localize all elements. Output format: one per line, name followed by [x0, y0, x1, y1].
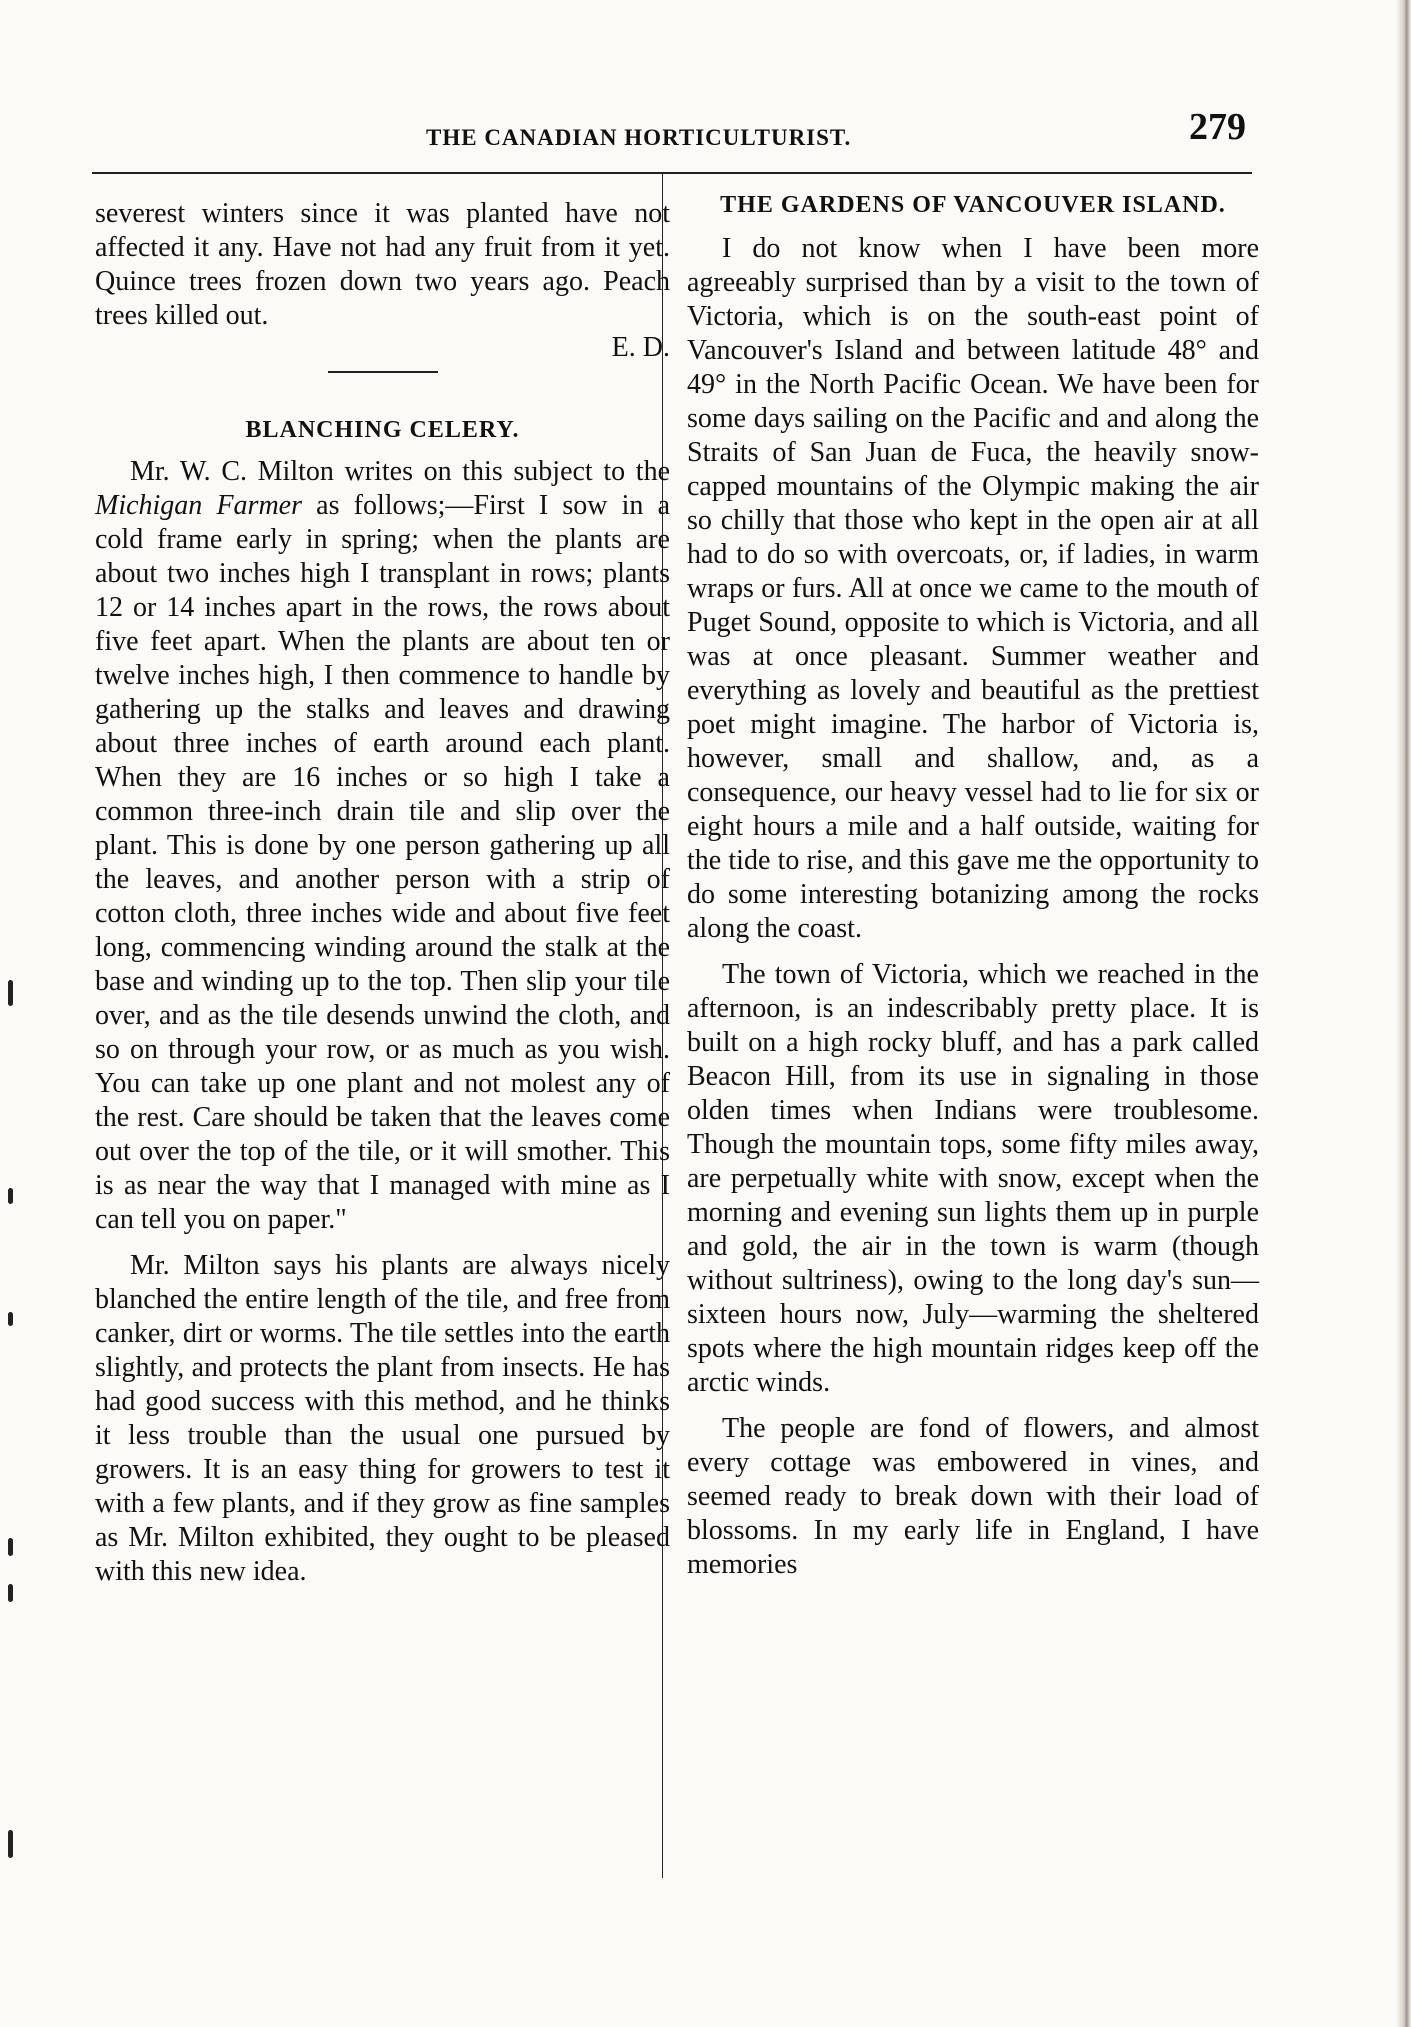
section-rule: [328, 371, 438, 373]
left-column: [95, 197, 670, 1589]
left-intro-text: severest winters since it was planted have not affected it any. Have not had any fruit from it yet. Quince trees frozen down two years ago. Peach trees killed out.: [95, 198, 670, 331]
running-title: THE CANADIAN HORTICULTURIST.: [426, 125, 852, 150]
vancouver-paragraph-1: I do not know when I have been more agreeably surprised than by a visit to the town of Victoria, which is on the south-east point of Vancouver's Island and between latitude 48° and 49° in the North Pacific Ocean. We have been for some days sailing on the Pacific and and along the Straits of San Juan de Fuca, the heavily snow-capped mountains of the Olympic making the air so chilly that those who kept in the open air at all had to do so with overcoats, or, if ladies, in warm wraps or furs. All at once we came to the mouth of Puget Sound, opposite to which is Victoria, and all was at once pleasant. Summer weather and everything as lovely and beautiful as the prettiest poet might imagine. The harbor of Victoria is, however, small and shallow, and, as a consequence, our heavy vessel had to lie for six or eight hours a mile and a half outside, waiting for the tide to rise, and this gave me the opportunity to do some interesting botanizing among the rocks along the coast.: [687, 233, 1259, 944]
header-rule: [92, 172, 1252, 174]
vancouver-paragraph-3: The people are fond of flowers, and almost every cottage was embowered in vines, and seemed ready to break down with their load of blossoms. In my early life in England, I have memories: [687, 1413, 1259, 1580]
blanching-paragraph-1-rest: as follows;—First I sow in a cold frame early in spring; when the plants are about two inches high I transplant in rows; plants 12 or 14 inches apart in the rows, the rows about five feet apart. When the plants are about ten or twelve inches high, I then commence to handle by gathering up the stalks and leaves and drawing about three inches of earth around each plant. When they are 16 inches or so high I take a common three-inch drain tile and slip over the plant. This is done by one person gathering up all the leaves, and another person with a strip of cotton cloth, three inches wide and about five feet long, commencing winding around the stalk at the base and winding up to the top. Then slip your tile over, and as the tile desends unwind the cloth, and so on through your row, or as much as you wish. You can take up one plant and not molest any of the rest. Care should be taken that the leaves come out over the top of the tile, or it will smother. This is as near the way that I managed with mine as I can tell you on paper.": [95, 490, 671, 1235]
right-column: [687, 190, 1259, 1582]
running-header: [96, 105, 1246, 165]
page-binding-edge: [1397, 0, 1411, 2027]
left-signature: E. D.: [611, 332, 670, 363]
blanching-paragraph-2: Mr. Milton says his plants are always nicely blanched the entire length of the tile, and free from canker, dirt or worms. The tile settles into the earth slightly, and protects the plant from insects. He has had good success with this method, and he thinks it less trouble than the usual one pursued by growers. It is an easy thing for growers to test it with a few plants, and if they grow as fine samples as Mr. Milton exhibited, they ought to be pleased with this new idea.: [95, 1250, 670, 1587]
publication-name: Michigan Farmer: [95, 490, 303, 521]
scan-edge-marks: [6, 980, 26, 1880]
blanching-paragraph-1-start: Mr. W. C. Milton writes on this subject to the: [130, 456, 670, 487]
page-number: 279: [1189, 106, 1246, 148]
vancouver-gardens-title: THE GARDENS OF VANCOUVER ISLAND.: [720, 192, 1226, 218]
vancouver-paragraph-2: The town of Victoria, which we reached in the afternoon, is an indescribably pretty place. It is built on a high rocky bluff, and has a park called Beacon Hill, from its use in signaling in those olden times when Indians were troublesome. Though the mountain tops, some fifty miles away, are perpetually white with snow, except when the morning and evening sun lights them up in purple and gold, the air in the town is warm (though without sultriness), owing to the long day's sun—sixteen hours now, July—warming the sheltered spots where the high mountain ridges keep off the arctic winds.: [687, 959, 1259, 1398]
blanching-celery-title: BLANCHING CELERY.: [245, 417, 520, 443]
blanching-paragraph-1: [95, 455, 670, 1237]
